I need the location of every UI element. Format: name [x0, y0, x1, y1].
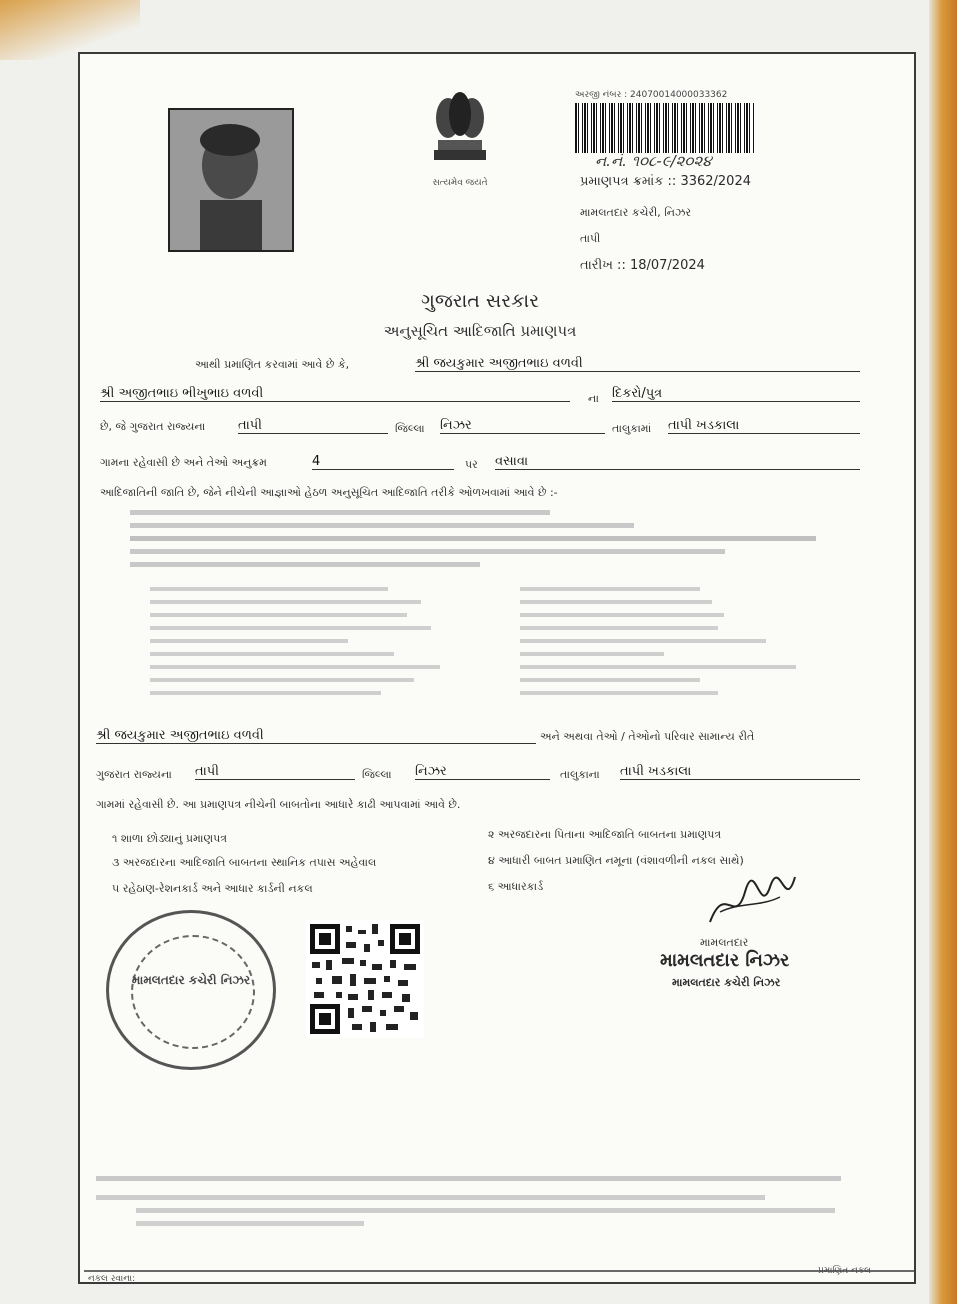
issuing-district: તાપી — [580, 232, 601, 245]
caste-value: વસાવા — [495, 454, 860, 470]
barcode-caption: અરજી નંબર : 24070014000033362 — [575, 90, 728, 100]
background-edge — [0, 0, 140, 60]
district-label-2: જિલ્લા — [362, 768, 392, 781]
signatory-title: મામલતદાર — [700, 936, 749, 949]
government-title: ગુજરાત સરકાર — [420, 290, 540, 312]
emblem-caption: સત્યમેવ જયતે — [432, 178, 488, 188]
footer-left: નકલ રવાના: — [88, 1274, 136, 1284]
signatory-stamp-name: મામલતદાર નિઝર — [660, 950, 790, 971]
background-edge-right — [929, 0, 957, 1304]
seal-text: મામલતદાર કચેરી નિઝર — [131, 973, 251, 987]
document-item-1: ૧ શાળા છોડ્યાનું પ્રમાણપત્ર — [112, 832, 227, 845]
taluka-label: તાલુકામાં — [612, 422, 652, 435]
footnotes-block — [96, 1172, 856, 1252]
barcode — [575, 103, 755, 153]
taluka-label-2: તાલુકાના — [560, 768, 600, 781]
serial-value: 4 — [312, 454, 454, 470]
handwritten-number: ન.નં. ૧૦૮-૯/૨૦૨૪ — [595, 152, 712, 170]
qr-code — [306, 920, 424, 1038]
certificate-number: પ્રમાણપત્ર ક્રમાંક :: 3362/2024 — [580, 174, 751, 189]
legal-orders-block — [130, 506, 830, 571]
taluka-value: તાપી ખડકાલા — [668, 418, 860, 434]
tribe-sentence: આદિજાતિની જાતિ છે, જેને નીચેની આજ્ઞાઓ હેઠળ અનુસૂચિત આદિજાતિ તરીકે ઓળખવામાં આવે છે :- — [100, 486, 558, 499]
applicant-photo — [168, 108, 294, 252]
family-text: અને અથવા તેઓ / તેઓનો પરિવાર સામાન્ય રીતે — [540, 730, 755, 743]
caste-label: પર — [465, 458, 478, 471]
footer-rule — [84, 1270, 914, 1272]
applicant-name-repeat: શ્રી જયકુમાર અજીતભાઇ વળવી — [96, 728, 536, 744]
certify-prefix: આથી પ્રમાણિત કરવામાં આવે છે કે, — [195, 358, 350, 371]
state-label: છે, જે ગુજરાત રાજ્યના — [100, 420, 206, 433]
document-item-5: ૫ રહેઠાણ-રેશનકાર્ડ અને આધાર કાર્ડની નકલ — [112, 882, 313, 895]
document-item-3: ૩ અરજદારના આદિજાતિ બાબતના સ્થાનિક તપાસ અહેવાલ — [112, 856, 377, 869]
relation: દિકરો/પુત્ર — [612, 386, 860, 402]
certificate-title: અનુસૂચિત આદિજાતિ પ્રમાણપત્ર — [383, 322, 577, 340]
district-label: જિલ્લા — [395, 422, 425, 435]
relation-prefix: ના — [588, 392, 599, 405]
order-list-right — [520, 580, 820, 710]
father-name: શ્રી અજીતભાઇ ભીખુભાઇ વળવી — [100, 386, 570, 402]
signatory-office: મામલતદાર કચેરી નિઝર — [672, 976, 781, 989]
resident-label: ગામના રહેવાસી છે અને તેઓ અનુક્રમ — [100, 456, 267, 469]
state-emblem-icon — [420, 88, 500, 188]
document-item-2: ૨ અરજદારના પિતાના આદિજાતિ બાબતના પ્રમાણપત્ર — [488, 828, 722, 841]
document-item-6: ૬ આધારકાર્ડ — [488, 880, 544, 893]
residence-sentence: ગામમાં રહેવાસી છે. આ પ્રમાણપત્ર નીચેની બાબતોના આધારે કાઢી આપવામાં આવે છે. — [96, 798, 461, 811]
signature-mark — [700, 872, 800, 932]
applicant-name: શ્રી જયકુમાર અજીતભાઇ વળવી — [415, 356, 860, 372]
district-value: નિઝર — [440, 418, 605, 434]
district-value-2: નિઝર — [415, 764, 550, 780]
document-item-4: ૪ આધારી બાબત પ્રમાણિત નમૂના (વંશાવળીની નકલ સાથે) — [488, 854, 744, 867]
footer-right: પ્રમાણિત નકલ — [818, 1266, 871, 1276]
issue-date: તારીખ :: 18/07/2024 — [580, 258, 705, 273]
office-seal — [106, 910, 276, 1070]
state-value: તાપી — [238, 418, 388, 434]
issuing-office: મામલતદાર કચેરી, નિઝર — [580, 206, 692, 219]
order-list-left — [150, 580, 480, 710]
taluka-value-2: તાપી ખડકાલા — [620, 764, 860, 780]
state-value-2: તાપી — [195, 764, 355, 780]
state-label-2: ગુજરાત રાજ્યના — [96, 768, 172, 781]
